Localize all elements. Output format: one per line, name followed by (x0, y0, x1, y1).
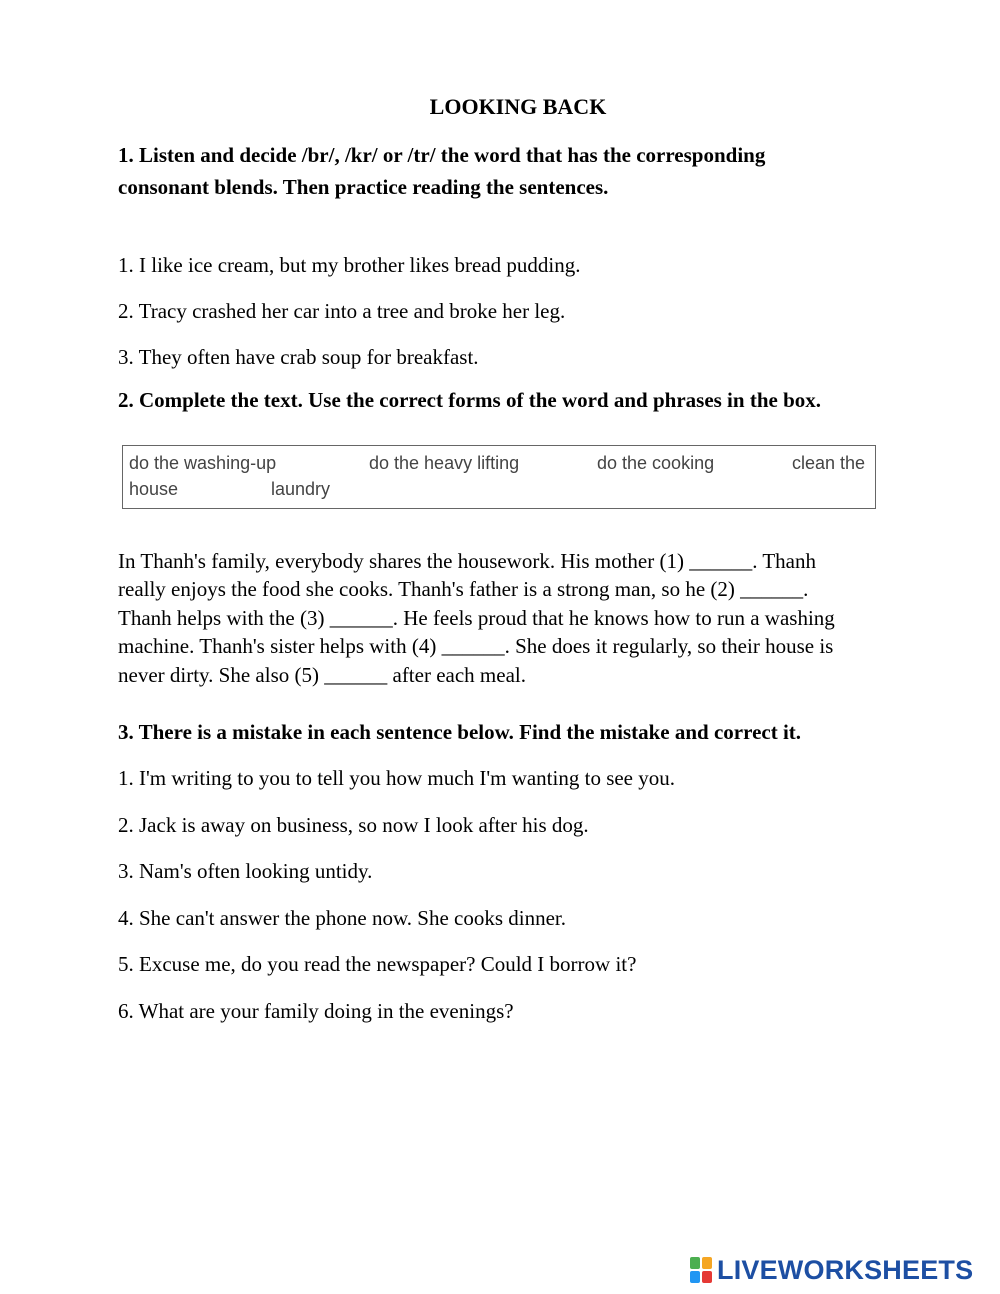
section3-sentence: 4. She can't answer the phone now. She cooks dinner. (118, 906, 566, 930)
word-box-item: clean the (792, 453, 866, 473)
passage-line: machine. Thanh's sister helps with (4) ______. She does it regularly, so their house is (118, 634, 834, 659)
section3-sentence: 3. Nam's often looking untidy. (118, 859, 373, 883)
logo-tile (690, 1271, 700, 1283)
section3-sentence: 6. What are your family doing in the evenings? (118, 999, 514, 1023)
page-title: LOOKING BACK (429, 94, 607, 119)
section1-heading-line2: consonant blends. Then practice reading the sentences. (118, 175, 609, 199)
section3-sentence: 1. I'm writing to you to tell you how much I'm wanting to see you. (118, 766, 676, 790)
section1-sentence: 3. They often have crab soup for breakfast. (118, 345, 479, 369)
logo-tile (690, 1257, 700, 1269)
word-box-item: do the heavy lifting (369, 453, 520, 473)
logo-tiles-icon (690, 1257, 712, 1283)
section2-passage (118, 547, 902, 689)
section3-sentence: 5. Excuse me, do you read the newspaper? Could I borrow it? (118, 952, 637, 976)
word-box-item: do the washing-up (129, 453, 277, 473)
logo-text: LIVEWORKSHEETS (717, 1254, 974, 1285)
passage-line: never dirty. She also (5) ______ after each meal. (118, 662, 526, 687)
word-box-item: laundry (271, 479, 331, 499)
section1-heading-line1: 1. Listen and decide /br/, /kr/ or /tr/ the word that has the corresponding (118, 143, 766, 167)
section1-sentence: 1. I like ice cream, but my brother likes bread pudding. (118, 253, 581, 277)
passage-line: In Thanh's family, everybody shares the housework. His mother (1) ______. Thanh (118, 549, 817, 573)
logo-tile (702, 1257, 712, 1269)
word-box-item: do the cooking (597, 453, 715, 473)
word-box (122, 445, 876, 509)
section2-heading: 2. Complete the text. Use the correct forms of the word and phrases in the box. (118, 388, 821, 412)
logo-tile (702, 1271, 712, 1283)
passage-line: really enjoys the food she cooks. Thanh's father is a strong man, so he (2) ______. (118, 577, 809, 602)
liveworksheets-logo[interactable] (690, 1255, 973, 1285)
section1-sentence: 2. Tracy crashed her car into a tree and broke her leg. (118, 299, 566, 323)
section3-heading: 3. There is a mistake in each sentence below. Find the mistake and correct it. (118, 720, 802, 744)
section3-sentence: 2. Jack is away on business, so now I look after his dog. (118, 813, 589, 837)
word-box-item: house (129, 479, 179, 499)
passage-line: Thanh helps with the (3) ______. He feels proud that he knows how to run a washing (118, 605, 835, 630)
